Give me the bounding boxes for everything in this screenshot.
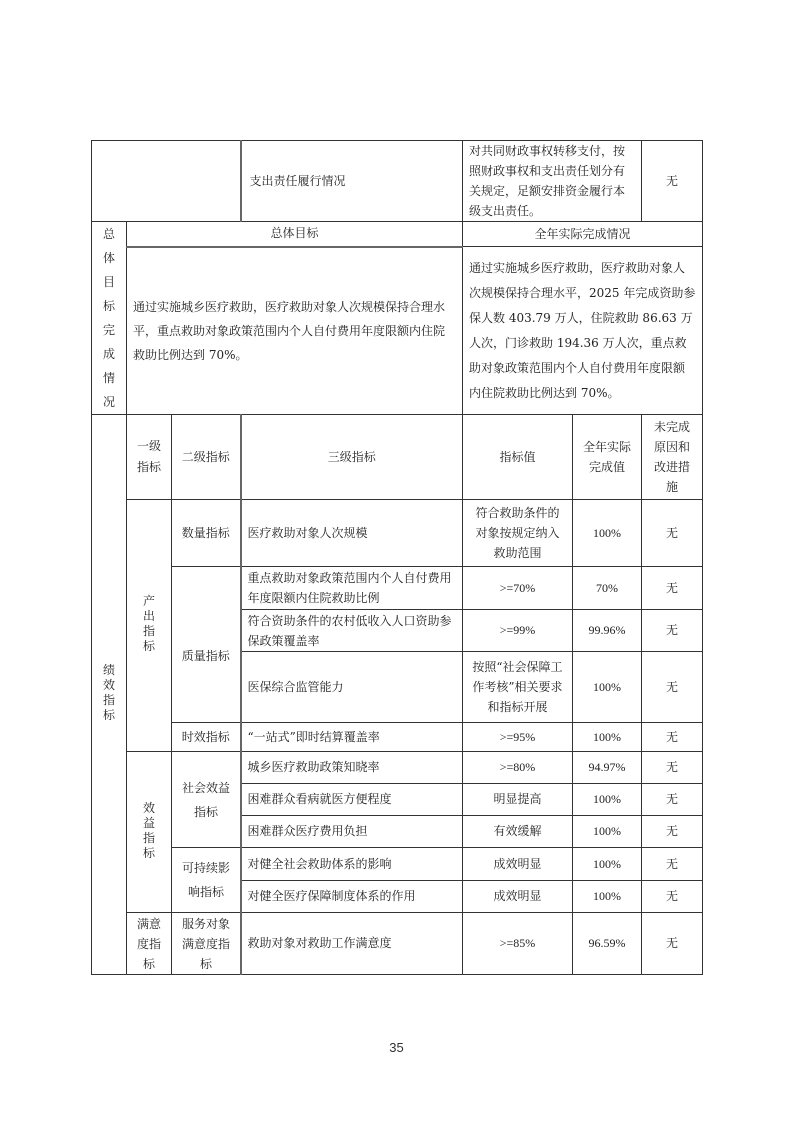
group-satisfaction: 满意度指标: [127, 913, 172, 975]
group-output: 产出指标: [127, 500, 172, 752]
overall-goal-header: 总体目标: [127, 222, 463, 247]
expenditure-content: 对共同财政事权转移支付，按照财政事权和支出责任划分有关规定，足额安排资金履行本级支出责任。: [463, 141, 642, 222]
indicator-reason: 无: [642, 881, 703, 913]
subgroup-sustain: 可持续影响指标: [172, 848, 241, 913]
indicator-reason: 无: [642, 913, 703, 975]
indicator-reason: 无: [642, 816, 703, 848]
group-benefit: 效益指标: [127, 752, 172, 913]
overall-content-row: [92, 247, 703, 415]
indicator-target: >=99%: [463, 610, 573, 652]
indicator-actual: 100%: [573, 723, 642, 752]
indicator-actual: 96.59%: [573, 913, 642, 975]
subgroup-service: 服务对象满意度指标: [172, 913, 241, 975]
indicator-name: 城乡医疗救助政策知晓率: [241, 752, 463, 784]
indicator-target: >=80%: [463, 752, 573, 784]
indicator-reason: 无: [642, 848, 703, 881]
indicator-name: “一站式”即时结算覆盖率: [241, 723, 463, 752]
overall-side-label: 总体目标完成情况: [92, 222, 127, 415]
subgroup-quantity: 数量指标: [172, 500, 241, 567]
indicator-row: [92, 913, 703, 975]
indicator-name: 医保综合监管能力: [241, 652, 463, 723]
indicator-name: 医疗救助对象人次规模: [241, 500, 463, 567]
indicator-actual: 100%: [573, 848, 642, 881]
overall-header-row: [92, 222, 703, 247]
indicator-target: >=70%: [463, 567, 573, 610]
indicator-actual: 100%: [573, 500, 642, 567]
indicator-reason: 无: [642, 500, 703, 567]
indicator-reason: 无: [642, 752, 703, 784]
perf-header-row: [92, 415, 703, 500]
indicator-name: 困难群众医疗费用负担: [241, 816, 463, 848]
indicator-actual: 100%: [573, 881, 642, 913]
expenditure-remark: 无: [642, 141, 703, 222]
indicator-row: [92, 723, 703, 752]
subgroup-social: 社会效益指标: [172, 752, 241, 848]
indicator-target: 符合救助条件的对象按规定纳入救助范围: [463, 500, 573, 567]
overall-actual-text: 通过实施城乡医疗救助，医疗救助对象人次规模保持合理水平，2025 年完成资助参保人数 403.79 万人，住院救助 86.63 万人次，门诊救助 194.36 万人次，重点救助对象政策范围内个人自付费用年度限额内住院救助比例达到 70%。: [463, 247, 703, 415]
header-level1: 一级指标: [127, 415, 172, 500]
indicator-actual: 100%: [573, 652, 642, 723]
indicator-target: 成效明显: [463, 881, 573, 913]
indicator-name: 对健全社会救助体系的影响: [241, 848, 463, 881]
header-reason: 未完成原因和改进措施: [642, 415, 703, 500]
indicator-target: 成效明显: [463, 848, 573, 881]
page-number: 35: [389, 1040, 404, 1055]
subgroup-quality: 质量指标: [172, 567, 241, 723]
indicator-name: 救助对象对救助工作满意度: [241, 913, 463, 975]
indicator-reason: 无: [642, 784, 703, 816]
header-target: 指标值: [463, 415, 573, 500]
indicator-target: 明显提高: [463, 784, 573, 816]
indicator-name: 重点救助对象政策范围内个人自付费用年度限额内住院救助比例: [241, 567, 463, 610]
indicator-reason: 无: [642, 652, 703, 723]
expenditure-label: 支出责任履行情况: [241, 141, 463, 222]
performance-table: [91, 140, 703, 975]
indicator-actual: 70%: [573, 567, 642, 610]
indicator-actual: 100%: [573, 784, 642, 816]
indicator-reason: 无: [642, 723, 703, 752]
indicator-row: [92, 752, 703, 784]
perf-side-label: 绩效指标: [92, 415, 127, 975]
indicator-reason: 无: [642, 610, 703, 652]
indicator-actual: 100%: [573, 816, 642, 848]
expenditure-row: [92, 141, 703, 222]
overall-actual-header: 全年实际完成情况: [463, 222, 703, 247]
indicator-target: 按照“社会保障工作考核”相关要求和指标开展: [463, 652, 573, 723]
blank-cell: [92, 141, 241, 222]
indicator-row: [92, 500, 703, 567]
header-actual: 全年实际完成值: [573, 415, 642, 500]
indicator-actual: 94.97%: [573, 752, 642, 784]
indicator-target: 有效缓解: [463, 816, 573, 848]
indicator-target: >=95%: [463, 723, 573, 752]
indicator-reason: 无: [642, 567, 703, 610]
header-level2: 二级指标: [172, 415, 241, 500]
indicator-name: 符合资助条件的农村低收入人口资助参保政策覆盖率: [241, 610, 463, 652]
indicator-name: 困难群众看病就医方便程度: [241, 784, 463, 816]
indicator-actual: 99.96%: [573, 610, 642, 652]
indicator-row: [92, 848, 703, 881]
indicator-name: 对健全医疗保障制度体系的作用: [241, 881, 463, 913]
subgroup-timeliness: 时效指标: [172, 723, 241, 752]
header-level3: 三级指标: [241, 415, 463, 500]
indicator-row: [92, 567, 703, 610]
overall-goal-text: 通过实施城乡医疗救助，医疗救助对象人次规模保持合理水平，重点救助对象政策范围内个人自付费用年度限额内住院救助比例达到 70%。: [127, 247, 463, 415]
indicator-target: >=85%: [463, 913, 573, 975]
